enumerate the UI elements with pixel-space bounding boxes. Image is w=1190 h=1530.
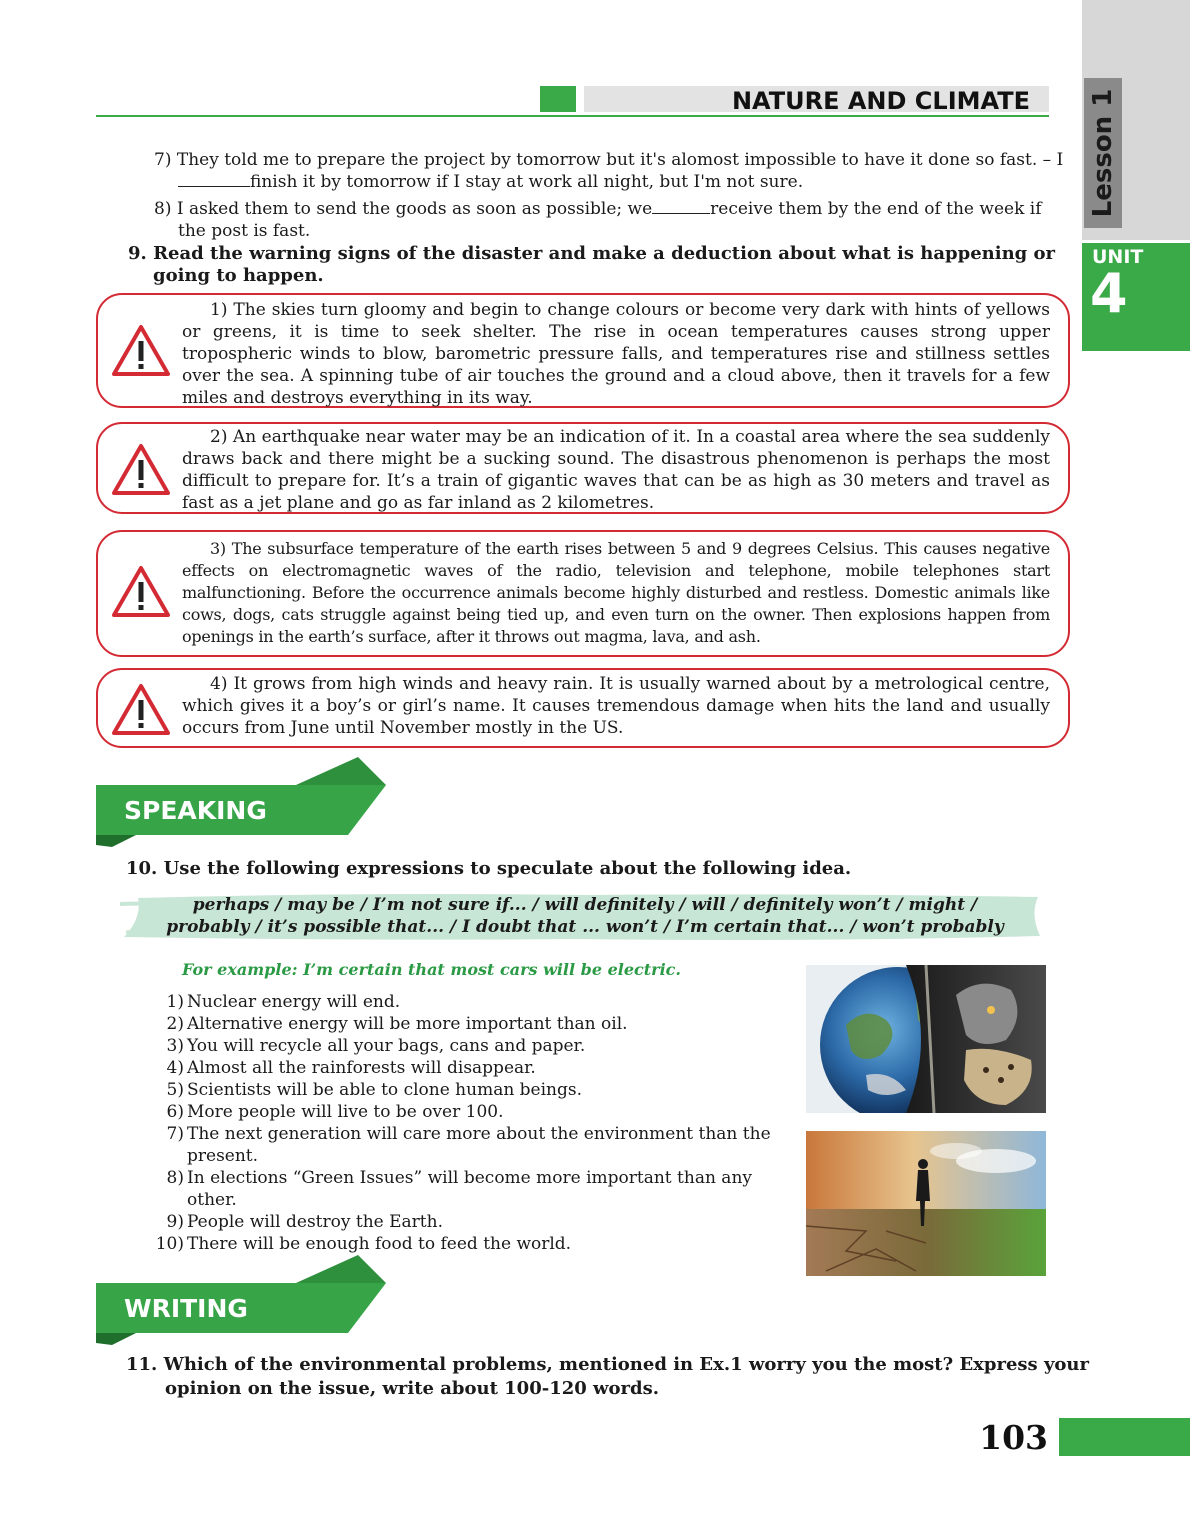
earth-wildlife-photo	[806, 965, 1046, 1113]
unit-label: UNIT	[1092, 246, 1144, 268]
warning-triangle-icon	[110, 564, 172, 620]
expressions-box	[130, 894, 1040, 938]
ex10-instruction: 10. Use the following expressions to speculate about the following idea.	[126, 858, 852, 879]
ex8-item-7: 7) They told me to prepare the project by tomorrow but it's alomost impossible to have it done so fast. – Ifinish it by tomorrow if I stay at work all night, but I'm not sure.	[154, 150, 1064, 192]
expressions-line: perhaps / may be / I’m not sure if... / will definitely / will / definitely won’t / might /	[192, 895, 978, 915]
list-item: 10) There will be enough food to feed the world.	[155, 1234, 572, 1254]
ex10-list	[150, 991, 800, 1255]
list-item: 6) More people will live to be over 100.	[166, 1102, 504, 1122]
list-item: 2) Alternative energy will be more important than oil.	[166, 1014, 628, 1034]
warning-text-3: 3) The subsurface temperature of the earth rises between 5 and 9 degrees Celsius. This causes negative effects on electromagnetic waves of the radio, television and telephone, mobile telephones start malfunctioning. Before the occurrence animals become highly disturbed and restless. Domestic animals like cows, dogs, cats struggle against being tied up, and even turn on the owner. Then explosions happen from openings in the earth’s surface, after it throws out magma, lava, and ash.	[182, 539, 1050, 646]
warning-triangle-icon	[110, 323, 172, 379]
header-divider	[96, 115, 1049, 117]
warning-text-2: 2) An earthquake near water may be an indication of it. In a coastal area where the sea suddenly draws back and there might be a sucking sound. The disastrous phenomenon is perhaps the most difficult to prepare for. It’s a train of gigantic waves that can be as high as 30 meters and travel as fast as a jet plane and go as far inland as 2 kilometres.	[182, 427, 1050, 513]
list-item: 7) The next generation will care more about the environment than the present.	[166, 1124, 771, 1166]
speaking-label: SPEAKING	[124, 796, 267, 825]
warning-box-4	[96, 668, 1070, 748]
writing-label: WRITING	[124, 1294, 248, 1323]
answer-blank[interactable]	[652, 199, 710, 214]
list-item: 4) Almost all the rainforests will disappear.	[166, 1058, 536, 1078]
warning-triangle-icon	[110, 442, 172, 498]
expressions-line: probably / it’s possible that... / I doubt that ... won’t / I’m certain that... / won’t probably	[166, 917, 1004, 937]
example-sentence: For example: I’m certain that most cars will be electric.	[182, 960, 681, 979]
list-item: 5) Scientists will be able to clone human beings.	[166, 1080, 583, 1100]
drought-grass-photo	[806, 1131, 1046, 1276]
ex11-instruction: 11. Which of the environmental problems, mentioned in Ex.1 worry you the most? Express your opinion on the issue, write about 100-120 words.	[126, 1354, 1089, 1399]
warning-box-1	[96, 293, 1070, 408]
page-number: 103	[979, 1418, 1048, 1457]
ex9-instruction: 9. Read the warning signs of the disaster and make a deduction about what is happening or going to happen.	[128, 243, 1056, 286]
warning-text-1: 1) The skies turn gloomy and begin to change colours or become very dark with hints of yellows or greens, it is time to seek shelter. The rise in ocean temperatures causes strong upper tropospheric winds to blow, barometric pressure falls, and temperatures rise and stillness settles over the sea. A spinning tube of air touches the ground and a cloud above, then it travels for a few miles and destroys everything in its way.	[182, 300, 1050, 408]
list-item: 3) You will recycle all your bags, cans and paper.	[166, 1036, 586, 1056]
warning-box-2	[96, 422, 1070, 514]
warning-text-4: 4) It grows from high winds and heavy rain. It is usually warned about by a metrological centre, which gives it a boy’s or girl’s name. It causes tremendous damage when hits the land and usually occurs from June until November mostly in the US.	[182, 674, 1050, 738]
list-item: 1) Nuclear energy will end.	[166, 992, 401, 1012]
list-item: 9) People will destroy the Earth.	[166, 1212, 443, 1232]
warning-box-3	[96, 530, 1070, 657]
answer-blank[interactable]	[178, 172, 250, 187]
ex8-item-8: 8) I asked them to send the goods as soon as possible; we receive them by the end of the week if the post is fast.	[154, 199, 1042, 241]
page-number-bar	[1059, 1418, 1190, 1456]
header-accent-block	[540, 86, 576, 112]
lesson-label: Lesson 1	[1088, 88, 1118, 218]
unit-number: 4	[1090, 262, 1128, 325]
warning-triangle-icon	[110, 682, 172, 738]
list-item: 8) In elections “Green Issues” will become more important than any other.	[166, 1168, 752, 1210]
page-title: NATURE AND CLIMATE	[731, 87, 1030, 115]
